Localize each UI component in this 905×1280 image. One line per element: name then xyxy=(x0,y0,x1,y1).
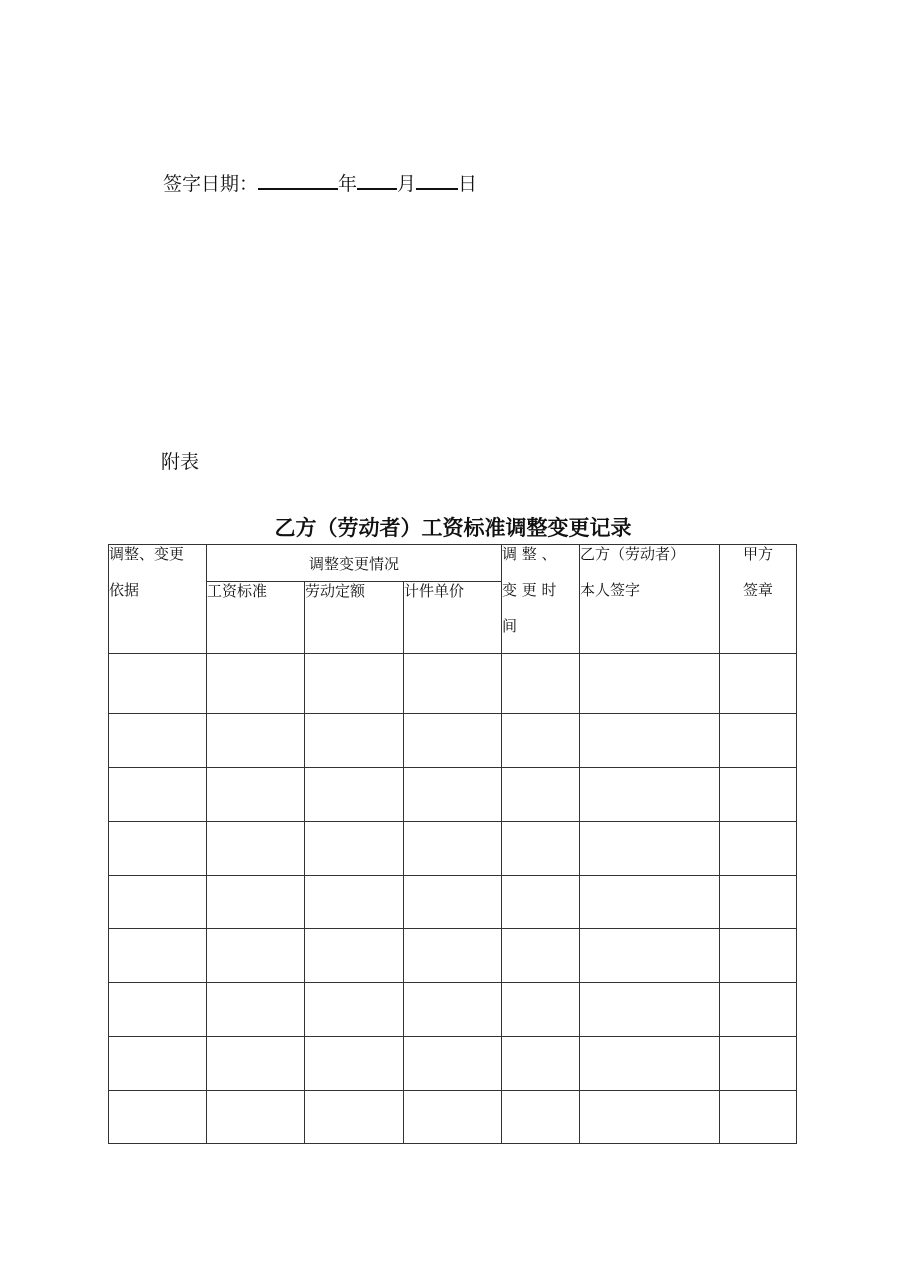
table-cell[interactable] xyxy=(502,876,580,929)
table-cell[interactable] xyxy=(207,654,305,714)
table-cell[interactable] xyxy=(404,1037,502,1091)
table-cell[interactable] xyxy=(305,714,404,768)
table-cell[interactable] xyxy=(305,1091,404,1144)
table-cell[interactable] xyxy=(502,714,580,768)
year-label: 年 xyxy=(338,173,358,195)
table-title: 乙方（劳动者）工资标准调整变更记录 xyxy=(274,516,632,540)
table-cell[interactable] xyxy=(502,1091,580,1144)
wage-adjustment-table xyxy=(108,544,797,1144)
table-cell[interactable] xyxy=(502,1037,580,1091)
header-piece-rate: 计件单价 xyxy=(404,582,502,654)
header-time: 调 整 、 变 更 时 间 xyxy=(502,545,580,654)
day-label: 日 xyxy=(458,173,478,195)
table-row xyxy=(109,1037,797,1091)
table-cell[interactable] xyxy=(580,1091,720,1144)
table-cell[interactable] xyxy=(720,654,797,714)
table-row xyxy=(109,983,797,1037)
header-row-1 xyxy=(109,545,797,582)
table-cell[interactable] xyxy=(580,929,720,983)
table-cell[interactable] xyxy=(502,822,580,876)
table-row xyxy=(109,768,797,822)
table-cell[interactable] xyxy=(207,929,305,983)
table-cell[interactable] xyxy=(305,768,404,822)
day-blank[interactable] xyxy=(416,168,458,190)
table-cell[interactable] xyxy=(580,983,720,1037)
table-cell[interactable] xyxy=(404,654,502,714)
signature-date-label: 签字日期： xyxy=(163,173,259,195)
table-cell[interactable] xyxy=(502,929,580,983)
table-cell[interactable] xyxy=(109,876,207,929)
table-cell[interactable] xyxy=(720,876,797,929)
table-cell[interactable] xyxy=(109,929,207,983)
table-cell[interactable] xyxy=(404,822,502,876)
table-cell[interactable] xyxy=(207,714,305,768)
table-cell[interactable] xyxy=(580,1037,720,1091)
table-row xyxy=(109,929,797,983)
table-cell[interactable] xyxy=(207,983,305,1037)
table-cell[interactable] xyxy=(305,822,404,876)
table-cell[interactable] xyxy=(109,822,207,876)
table-cell[interactable] xyxy=(207,1037,305,1091)
table-cell[interactable] xyxy=(580,714,720,768)
table-cell[interactable] xyxy=(207,1091,305,1144)
table-cell[interactable] xyxy=(109,654,207,714)
year-blank[interactable] xyxy=(258,168,338,190)
table-cell[interactable] xyxy=(720,983,797,1037)
table-cell[interactable] xyxy=(720,929,797,983)
table-cell[interactable] xyxy=(109,983,207,1037)
table-cell[interactable] xyxy=(109,1091,207,1144)
table-cell[interactable] xyxy=(305,929,404,983)
month-blank[interactable] xyxy=(357,168,397,190)
header-situation: 调整变更情况 xyxy=(207,545,502,582)
table-cell[interactable] xyxy=(404,1091,502,1144)
table-cell[interactable] xyxy=(404,768,502,822)
table-cell[interactable] xyxy=(305,983,404,1037)
table-cell[interactable] xyxy=(109,1037,207,1091)
table-row xyxy=(109,654,797,714)
table-cell[interactable] xyxy=(580,768,720,822)
table-row xyxy=(109,876,797,929)
table-cell[interactable] xyxy=(720,768,797,822)
table-cell[interactable] xyxy=(207,876,305,929)
appendix-heading: 附表 xyxy=(161,451,200,473)
table-cell[interactable] xyxy=(305,1037,404,1091)
table-cell[interactable] xyxy=(720,1091,797,1144)
month-label: 月 xyxy=(397,173,417,195)
table-cell[interactable] xyxy=(404,714,502,768)
table-cell[interactable] xyxy=(207,822,305,876)
table-cell[interactable] xyxy=(109,714,207,768)
signature-date-line xyxy=(163,168,477,198)
table-cell[interactable] xyxy=(720,822,797,876)
table-cell[interactable] xyxy=(207,768,305,822)
table-cell[interactable] xyxy=(502,983,580,1037)
table-cell[interactable] xyxy=(580,822,720,876)
table-cell[interactable] xyxy=(580,654,720,714)
table-cell[interactable] xyxy=(720,1037,797,1091)
table-cell[interactable] xyxy=(580,876,720,929)
table-row xyxy=(109,714,797,768)
table-cell[interactable] xyxy=(720,714,797,768)
header-labor-quota: 劳动定额 xyxy=(305,582,404,654)
table-row xyxy=(109,822,797,876)
header-party-a-seal: 甲方 签章 xyxy=(720,545,797,654)
table-cell[interactable] xyxy=(404,929,502,983)
header-wage-standard: 工资标准 xyxy=(207,582,305,654)
table-cell[interactable] xyxy=(404,876,502,929)
header-basis: 调整、变更 依据 xyxy=(109,545,207,654)
table-cell[interactable] xyxy=(404,983,502,1037)
header-party-b-signature: 乙方（劳动者） 本人签字 xyxy=(580,545,720,654)
table-cell[interactable] xyxy=(305,876,404,929)
table-row xyxy=(109,1091,797,1144)
table-cell[interactable] xyxy=(305,654,404,714)
table-cell[interactable] xyxy=(502,654,580,714)
table-cell[interactable] xyxy=(502,768,580,822)
table-cell[interactable] xyxy=(109,768,207,822)
